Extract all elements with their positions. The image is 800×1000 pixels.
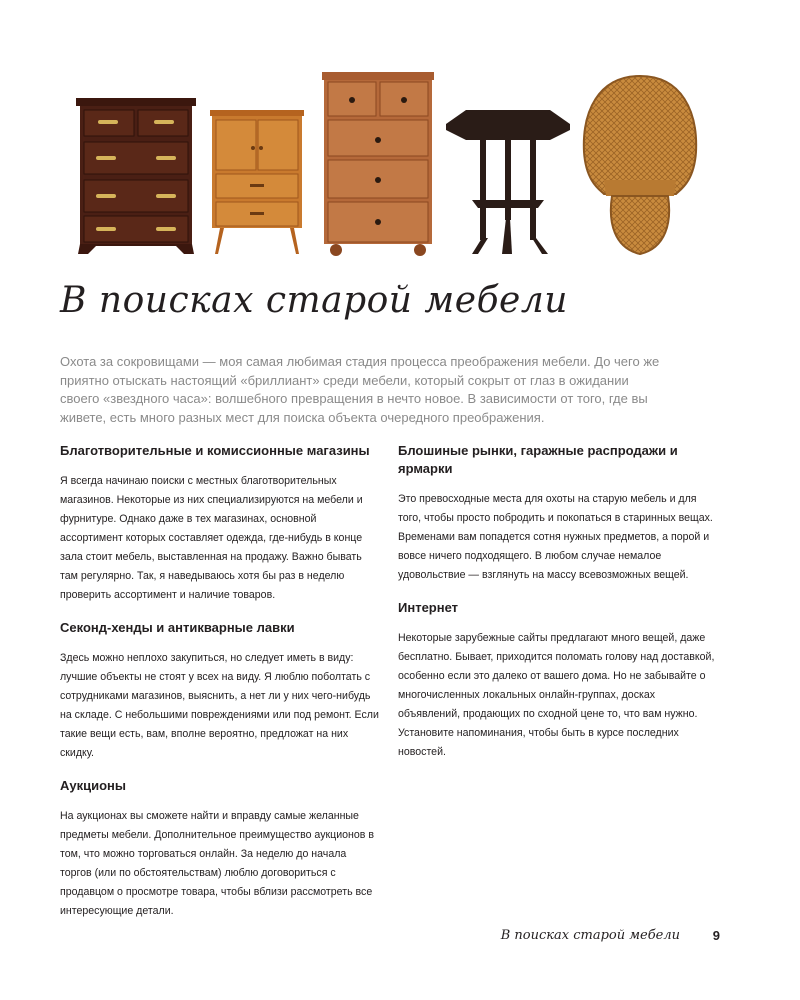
- section-flea: [398, 442, 718, 585]
- right-column: [398, 442, 718, 776]
- page-number: 9: [712, 928, 720, 943]
- section-heading: Секонд-хенды и антикварные лавки: [60, 620, 295, 635]
- wooden-chest-of-drawers-tall: [320, 70, 436, 256]
- section-charity: [60, 442, 380, 605]
- octagonal-side-table: [442, 104, 574, 256]
- section-internet: [398, 599, 718, 762]
- furniture-photos: [70, 68, 710, 258]
- running-title: В поисках старой мебели: [500, 928, 680, 943]
- intro-paragraph: Охота за сокровищами — моя самая любимая стадия процесса преображения мебели. До чего же приятно отыскать настоящий «бриллиант» среди мебели, который сокрыт от глаз в ожидании своего «звездного часа»: волшебного превращения в нечто новое. В зависимости от того, где вы живете, есть много разных мест для поиска объекта очередного преображения.: [60, 354, 660, 425]
- page-title: В поисках старой мебели: [60, 280, 568, 321]
- section-text: Некоторые зарубежные сайты предлагают много вещей, даже бесплатно. Бывает, приходится поломать голову над доставкой, особенно если это далеко от вашего дома. Но не забывайте о многочисленных локальных онлайн-группах, досках объявлений, продающих по сходной цене то, что вам нужно. Установите напоминания, чтобы быть в курсе последних новостей.: [398, 632, 715, 758]
- section-auctions: [60, 777, 380, 921]
- section-secondhand: [60, 619, 380, 763]
- wooden-cabinet-light: [208, 108, 306, 256]
- section-heading: Благотворительные и комиссионные магазины: [60, 443, 370, 458]
- wooden-chest-of-drawers-dark: [72, 96, 200, 256]
- page-footer: [500, 928, 720, 950]
- section-heading: Аукционы: [60, 778, 127, 793]
- section-heading: Блошиные рынки, гаражные распродажи и ярмарки: [398, 443, 678, 476]
- section-text: Здесь можно неплохо закупиться, но следует иметь в виду: лучшие объекты не стоят у всех на виду. Я люблю поболтать с сотрудниками магазинов, выяснить, а нет ли у них чего-нибудь на складе. С небольшими повреждениями или под ремонт. Если такие вещи есть, вам, вполне вероятно, предложат на них скидку.: [60, 652, 379, 759]
- section-text: На аукционах вы сможете найти и вправду самые желанные предметы мебели. Дополнительное преимущество аукционов в том, что можно торговаться онлайн. За неделю до начала торгов (или по обстоятельствам) люблю договориться с продавцом о просмотре товара, чтобы вблизи рассмотреть все интересующие детали.: [60, 810, 374, 917]
- section-text: Я всегда начинаю поиски с местных благотворительных магазинов. Некоторые из них специализируются на мебели и фурнитуре. Однако даже в тех магазинах, основной ассортимент которых составляет одежда, где-нибудь в конце зала стоит мебель, выставленная на продажу. Важно бывать там регулярно. Так, я наведываюсь хотя бы раз в неделю проверить ассортимент и наличие товаров.: [60, 475, 363, 601]
- section-heading: Интернет: [398, 600, 459, 615]
- wicker-peacock-chair: [578, 72, 702, 256]
- section-text: Это превосходные места для охоты на старую мебель и для того, чтобы просто побродить и покопаться в старинных вещах. Временами вам попадется сотня нужных предметов, а порой и вовсе ничего подходящего. В любом случае немалое удовольствие — взглянуть на массу всевозможных вещей.: [398, 493, 713, 581]
- left-column: [60, 442, 380, 935]
